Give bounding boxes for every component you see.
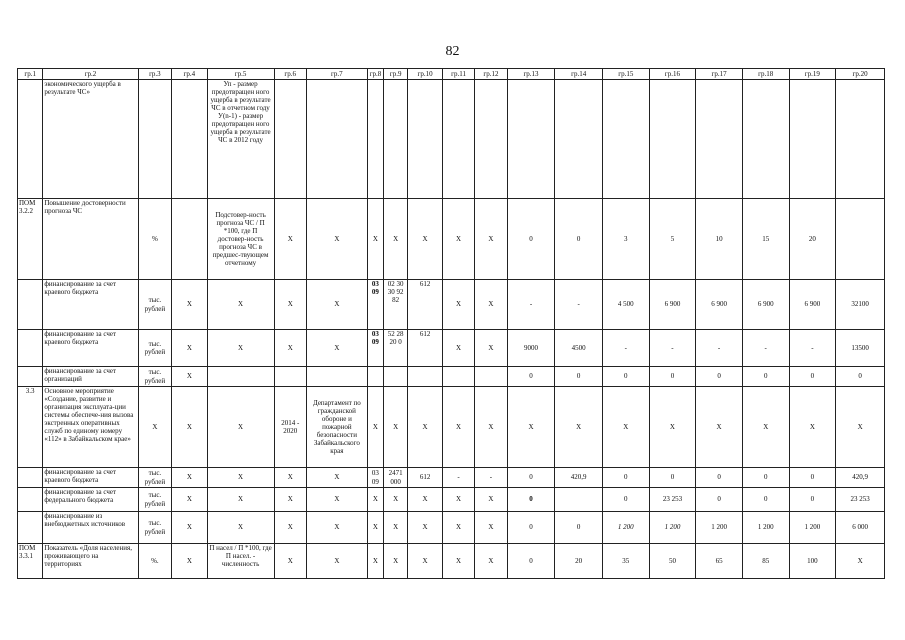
table-cell: X	[274, 488, 306, 512]
table-cell	[789, 80, 836, 199]
table-cell	[138, 80, 171, 199]
table-cell: 20	[555, 544, 603, 579]
table-cell: X	[172, 512, 207, 544]
table-cell: X	[384, 488, 408, 512]
table-cell: 0	[555, 367, 603, 387]
table-cell: 3.3	[18, 387, 43, 468]
table-row	[18, 330, 885, 367]
table-cell	[836, 199, 885, 280]
table-cell	[475, 367, 507, 387]
header-cell: гр.11	[442, 69, 474, 80]
table-cell: П насел / П *100, где П насел. - численность	[207, 544, 274, 579]
table-cell: X	[306, 199, 367, 280]
table-cell: 2014 - 2020	[274, 387, 306, 468]
table-cell: X	[442, 544, 474, 579]
table-cell: Основное мероприятие «Создание, развитие и организация эксплуата-ции системы обеспече-ния вызова экстренных оперативных служб по единому номеру «112» в Забайкальском крае»	[43, 387, 138, 468]
header-cell: гр.5	[207, 69, 274, 80]
table-cell: 0	[507, 367, 555, 387]
table-cell: %	[138, 199, 171, 280]
table-cell	[649, 80, 696, 199]
table-cell: тыс. рублей	[138, 367, 171, 387]
table-cell: X	[207, 488, 274, 512]
table-cell: тыс. рублей	[138, 468, 171, 488]
table-cell: X	[306, 468, 367, 488]
table-cell: X	[442, 488, 474, 512]
table-cell	[384, 80, 408, 199]
table-cell	[384, 367, 408, 387]
table-cell: 35	[602, 544, 649, 579]
table-cell: 0	[555, 199, 603, 280]
table-cell: 32100	[836, 280, 885, 330]
table-cell	[172, 199, 207, 280]
table-cell: 0	[789, 367, 836, 387]
table-cell: 10	[696, 199, 743, 280]
table-cell: X	[408, 512, 442, 544]
header-cell: гр.20	[836, 69, 885, 80]
table-cell: 0	[696, 488, 743, 512]
table-row	[18, 544, 885, 579]
table-cell: 0	[649, 468, 696, 488]
table-cell: X	[555, 387, 603, 468]
table-cell: X	[172, 367, 207, 387]
table-cell: X	[274, 512, 306, 544]
table-cell: 23 253	[649, 488, 696, 512]
table-cell: Подстовер-ность прогноза ЧС / П *100, где П достовер-ность прогноза ЧС в предшес-твующем отчетному	[207, 199, 274, 280]
table-cell: X	[384, 512, 408, 544]
table-cell: X	[408, 387, 442, 468]
table-cell: 0	[696, 367, 743, 387]
table-cell: X	[207, 512, 274, 544]
table-cell: X	[306, 330, 367, 367]
table-cell	[18, 512, 43, 544]
table-cell: X	[475, 544, 507, 579]
table-cell: 5	[649, 199, 696, 280]
table-cell: 612	[408, 330, 442, 367]
table-cell: X	[274, 544, 306, 579]
table-cell: X	[207, 330, 274, 367]
table-cell	[742, 80, 789, 199]
table-cell: 0	[507, 512, 555, 544]
table-cell: -	[789, 330, 836, 367]
table-cell: 23 253	[836, 488, 885, 512]
table-cell: финансирование за счет федерального бюджета	[43, 488, 138, 512]
table-cell	[602, 80, 649, 199]
table-cell	[475, 80, 507, 199]
table-cell: X	[274, 468, 306, 488]
table-cell: 0	[507, 199, 555, 280]
table-cell: 0	[507, 488, 555, 512]
table-cell: 420,9	[555, 468, 603, 488]
table-cell: ПОМ 3.3.1	[18, 544, 43, 579]
table-cell: тыс. рублей	[138, 488, 171, 512]
table-cell: X	[274, 199, 306, 280]
table-cell: 03 09	[367, 468, 383, 488]
table-cell: X	[384, 544, 408, 579]
table-cell: X	[207, 280, 274, 330]
header-cell: гр.16	[649, 69, 696, 80]
table-cell: 1 200	[649, 512, 696, 544]
table-cell	[367, 80, 383, 199]
table-row	[18, 512, 885, 544]
table-cell	[306, 367, 367, 387]
table-cell	[555, 488, 603, 512]
table-cell	[507, 80, 555, 199]
table-cell: 6 000	[836, 512, 885, 544]
table-cell: финансирование за счет краевого бюджета	[43, 280, 138, 330]
table-cell: X	[836, 544, 885, 579]
header-cell: гр.1	[18, 69, 43, 80]
table-row	[18, 199, 885, 280]
header-cell: гр.7	[306, 69, 367, 80]
table-cell: 3	[602, 199, 649, 280]
header-cell: гр.15	[602, 69, 649, 80]
table-cell: X	[384, 199, 408, 280]
table-cell: Повышение достоверности прогноза ЧС	[43, 199, 138, 280]
table-cell: 0	[742, 468, 789, 488]
table-cell: X	[207, 387, 274, 468]
table-cell: X	[475, 199, 507, 280]
table-cell: 20	[789, 199, 836, 280]
table-cell: X	[274, 280, 306, 330]
table-cell: X	[367, 488, 383, 512]
table-cell: X	[367, 512, 383, 544]
table-cell: 03 09	[367, 330, 383, 367]
table-cell: финансирование за счет организаций	[43, 367, 138, 387]
table-cell: X	[475, 512, 507, 544]
table-cell: X	[306, 488, 367, 512]
table-cell: 1 200	[696, 512, 743, 544]
table-cell: X	[207, 468, 274, 488]
table-cell: 9000	[507, 330, 555, 367]
table-cell: X	[367, 199, 383, 280]
table-row	[18, 367, 885, 387]
table-row	[18, 387, 885, 468]
table-cell: 0	[696, 468, 743, 488]
table-cell: X	[408, 544, 442, 579]
table-cell	[696, 80, 743, 199]
table-cell: 50	[649, 544, 696, 579]
table-cell: X	[442, 387, 474, 468]
table-cell: 6 900	[742, 280, 789, 330]
table-cell: 1 200	[742, 512, 789, 544]
table-cell: X	[172, 330, 207, 367]
header-cell: гр.14	[555, 69, 603, 80]
table-cell: X	[475, 280, 507, 330]
table-cell: X	[408, 488, 442, 512]
table-cell	[442, 367, 474, 387]
table-cell: 1 200	[789, 512, 836, 544]
table-cell: 0	[602, 367, 649, 387]
header-cell: гр.19	[789, 69, 836, 80]
table-cell: 13500	[836, 330, 885, 367]
header-cell: гр.10	[408, 69, 442, 80]
program-table	[17, 68, 885, 579]
table-cell: Показатель «Доля населения, проживающего на территориях	[43, 544, 138, 579]
table-cell: 0	[507, 468, 555, 488]
table-cell: экономического ущерба в результате ЧС»	[43, 80, 138, 199]
table-cell: X	[442, 280, 474, 330]
table-cell: Уп - размер предотвращен ного ущерба в результате ЧС в отчетном году У(n-1) - размер предотвращен ного ущерба в результате ЧС в 2012 году	[207, 80, 274, 199]
table-cell	[408, 367, 442, 387]
table-cell	[408, 80, 442, 199]
table-cell	[18, 468, 43, 488]
table-cell: X	[475, 387, 507, 468]
table-cell: 0	[649, 367, 696, 387]
table-cell: -	[602, 330, 649, 367]
table-cell	[442, 80, 474, 199]
header-cell: гр.13	[507, 69, 555, 80]
table-cell: X	[306, 280, 367, 330]
page-number: 82	[445, 44, 460, 59]
table-cell: 0	[555, 512, 603, 544]
header-cell: гр.18	[742, 69, 789, 80]
header-cell: гр.3	[138, 69, 171, 80]
table-cell: X	[172, 544, 207, 579]
table-cell: 2471 000	[384, 468, 408, 488]
header-cell: гр.6	[274, 69, 306, 80]
table-cell: X	[742, 387, 789, 468]
table-cell: X	[384, 387, 408, 468]
table-cell: 0	[836, 367, 885, 387]
header-cell: гр.4	[172, 69, 207, 80]
table-cell: X	[274, 330, 306, 367]
table-cell: 65	[696, 544, 743, 579]
table-cell: финансирование за счет краевого бюджета	[43, 468, 138, 488]
table-cell: X	[306, 544, 367, 579]
header-cell: гр.12	[475, 69, 507, 80]
table-cell: 100	[789, 544, 836, 579]
table-cell: 6 900	[649, 280, 696, 330]
table-cell	[18, 488, 43, 512]
table-cell: 0	[789, 468, 836, 488]
table-cell: -	[442, 468, 474, 488]
table-cell: 15	[742, 199, 789, 280]
table-cell: 4 500	[602, 280, 649, 330]
table-cell: 0	[742, 367, 789, 387]
table-cell: X	[789, 387, 836, 468]
table-cell: 52 28 20 0	[384, 330, 408, 367]
table-cell: 6 900	[696, 280, 743, 330]
table-cell: финансирование из внебюджетных источников	[43, 512, 138, 544]
table-cell: 0	[742, 488, 789, 512]
table-cell: X	[696, 387, 743, 468]
table-cell: X	[172, 488, 207, 512]
table-cell: финансирование за счет краевого бюджета	[43, 330, 138, 367]
table-cell: X	[408, 199, 442, 280]
table-cell: X	[507, 387, 555, 468]
table-cell: X	[306, 512, 367, 544]
table-cell: 0	[789, 488, 836, 512]
table-cell	[274, 80, 306, 199]
table-cell: 1 200	[602, 512, 649, 544]
table-cell	[306, 80, 367, 199]
table-cell	[555, 80, 603, 199]
table-row	[18, 468, 885, 488]
table-cell: X	[475, 488, 507, 512]
table-cell: тыс. рублей	[138, 330, 171, 367]
table-cell: Департамент по гражданской обороне и пожарной безопасности Забайкальского края	[306, 387, 367, 468]
table-cell: -	[696, 330, 743, 367]
header-cell: гр.17	[696, 69, 743, 80]
table-cell	[18, 280, 43, 330]
table-cell: 6 900	[789, 280, 836, 330]
table-row	[18, 80, 885, 199]
table-cell: 420,9	[836, 468, 885, 488]
table-cell: X	[442, 199, 474, 280]
table-cell: X	[649, 387, 696, 468]
table-cell	[207, 367, 274, 387]
table-cell: тыс. рублей	[138, 280, 171, 330]
table-cell: X	[602, 387, 649, 468]
table-cell: -	[475, 468, 507, 488]
header-cell: гр.9	[384, 69, 408, 80]
table-cell: X	[836, 387, 885, 468]
table-cell	[172, 80, 207, 199]
header-cell: гр.8	[367, 69, 383, 80]
table-cell: 0	[507, 544, 555, 579]
table-cell: -	[507, 280, 555, 330]
table-cell: X	[138, 387, 171, 468]
table-cell	[367, 367, 383, 387]
table-cell: X	[172, 387, 207, 468]
header-row	[18, 69, 885, 80]
table-cell	[836, 80, 885, 199]
table-cell: 0	[602, 468, 649, 488]
table-row	[18, 280, 885, 330]
table-cell	[18, 330, 43, 367]
table-cell: -	[555, 280, 603, 330]
table-cell: 85	[742, 544, 789, 579]
table-cell: X	[475, 330, 507, 367]
table-cell: %.	[138, 544, 171, 579]
table-cell: 4500	[555, 330, 603, 367]
table-cell	[18, 80, 43, 199]
table-cell: X	[367, 387, 383, 468]
table-cell: X	[172, 280, 207, 330]
table-cell: 612	[408, 280, 442, 330]
table-cell: 03 09	[367, 280, 383, 330]
table-cell: X	[442, 512, 474, 544]
table-row	[18, 488, 885, 512]
table-cell: тыс. рублей	[138, 512, 171, 544]
table-cell: -	[649, 330, 696, 367]
header-cell: гр.2	[43, 69, 138, 80]
table-cell: 612	[408, 468, 442, 488]
table-cell: X	[442, 330, 474, 367]
table-cell: ПОМ 3.2.2	[18, 199, 43, 280]
table-cell: 0	[602, 488, 649, 512]
table-cell	[18, 367, 43, 387]
table-cell: -	[742, 330, 789, 367]
table-cell: X	[172, 468, 207, 488]
table-cell: 02 30 30 92 82	[384, 280, 408, 330]
table-cell	[274, 367, 306, 387]
table-cell: X	[367, 544, 383, 579]
